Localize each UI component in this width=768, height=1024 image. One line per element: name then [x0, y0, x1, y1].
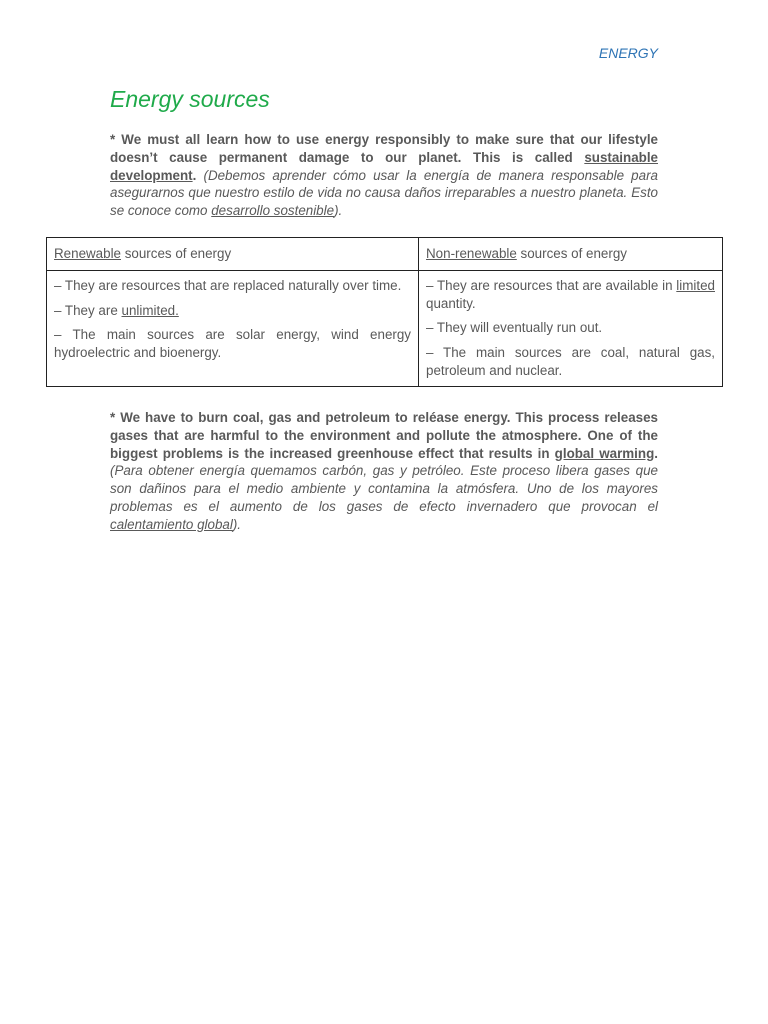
nonrenewable-header — [419, 238, 723, 271]
renewable-cell — [47, 270, 419, 386]
closing-lead: * We have to burn coal, gas and petroleum to reléase energy. This process releases gases that are harmful to the environment and pollute the atmosphere. One of the biggest problems is the increased greenhouse effect that results in — [110, 410, 658, 461]
renewable-point-2-term: unlimited. — [121, 302, 179, 318]
nonrenewable-point-3: – The main sources are coal, natural gas, petroleum and nuclear. — [426, 345, 715, 378]
renewable-header-rest: sources of energy — [121, 246, 232, 261]
nonrenewable-point-1 — [426, 277, 715, 313]
closing-after-term: . — [654, 445, 658, 461]
renewable-point-2 — [54, 302, 411, 320]
renewable-point-3: – The main sources are solar energy, wind energy hydroelectric and bioenergy. — [54, 327, 411, 361]
intro-spanish-term: desarrollo sostenible — [211, 203, 335, 219]
renewable-header — [47, 238, 419, 271]
intro-lead: * We must all learn how to use energy responsibly to make sure that our lifestyle doesn’t cause permanent damage to our planet. This is called — [110, 132, 658, 165]
intro-paragraph — [110, 131, 658, 220]
renewable-point-2-prefix: – They are — [54, 302, 122, 318]
nonrenewable-cell — [419, 270, 723, 386]
closing-paragraph — [110, 409, 658, 534]
table-row — [47, 270, 723, 386]
intro-spanish: (Debemos aprender cómo usar la energía de manera responsable para asegurarnos que nuestro estilo de vida no causa daños irreparables a nuestro planeta. Esto se conoce como — [110, 167, 658, 219]
intro-term: sustainable development — [110, 149, 658, 183]
nonrenewable-point-1-suffix: quantity. — [426, 295, 476, 311]
closing-term: global warming — [554, 445, 655, 461]
nonrenewable-point-1-term: limited — [676, 277, 715, 293]
closing-spanish-close: ). — [232, 516, 242, 532]
nonrenewable-header-term: Non-renewable — [426, 246, 517, 261]
nonrenewable-point-2: – They will eventually run out. — [426, 320, 603, 336]
section-header: ENERGY — [598, 45, 658, 61]
intro-after-term: . — [192, 167, 204, 183]
closing-spanish: (Para obtener energía quemamos carbón, gas y petróleo. Este proceso libera gases que son dañinos para el medio ambiente y contamina la atmósfera. Uno de los mayores problemas es el aumento de los gases de efecto invernadero que provocan el — [110, 463, 658, 514]
nonrenewable-header-rest: sources of energy — [516, 246, 627, 261]
nonrenewable-point-1-prefix: – They are resources that are available in — [426, 277, 677, 293]
renewable-header-term: Renewable — [54, 246, 121, 261]
table-header-row — [47, 238, 723, 271]
closing-spanish-term: calentamiento global — [110, 516, 233, 532]
intro-spanish-close: ). — [334, 203, 343, 219]
energy-sources-table — [46, 237, 723, 387]
renewable-point-1: – They are resources that are replaced naturally over time. — [54, 277, 402, 293]
page-title: Energy sources — [110, 86, 270, 112]
